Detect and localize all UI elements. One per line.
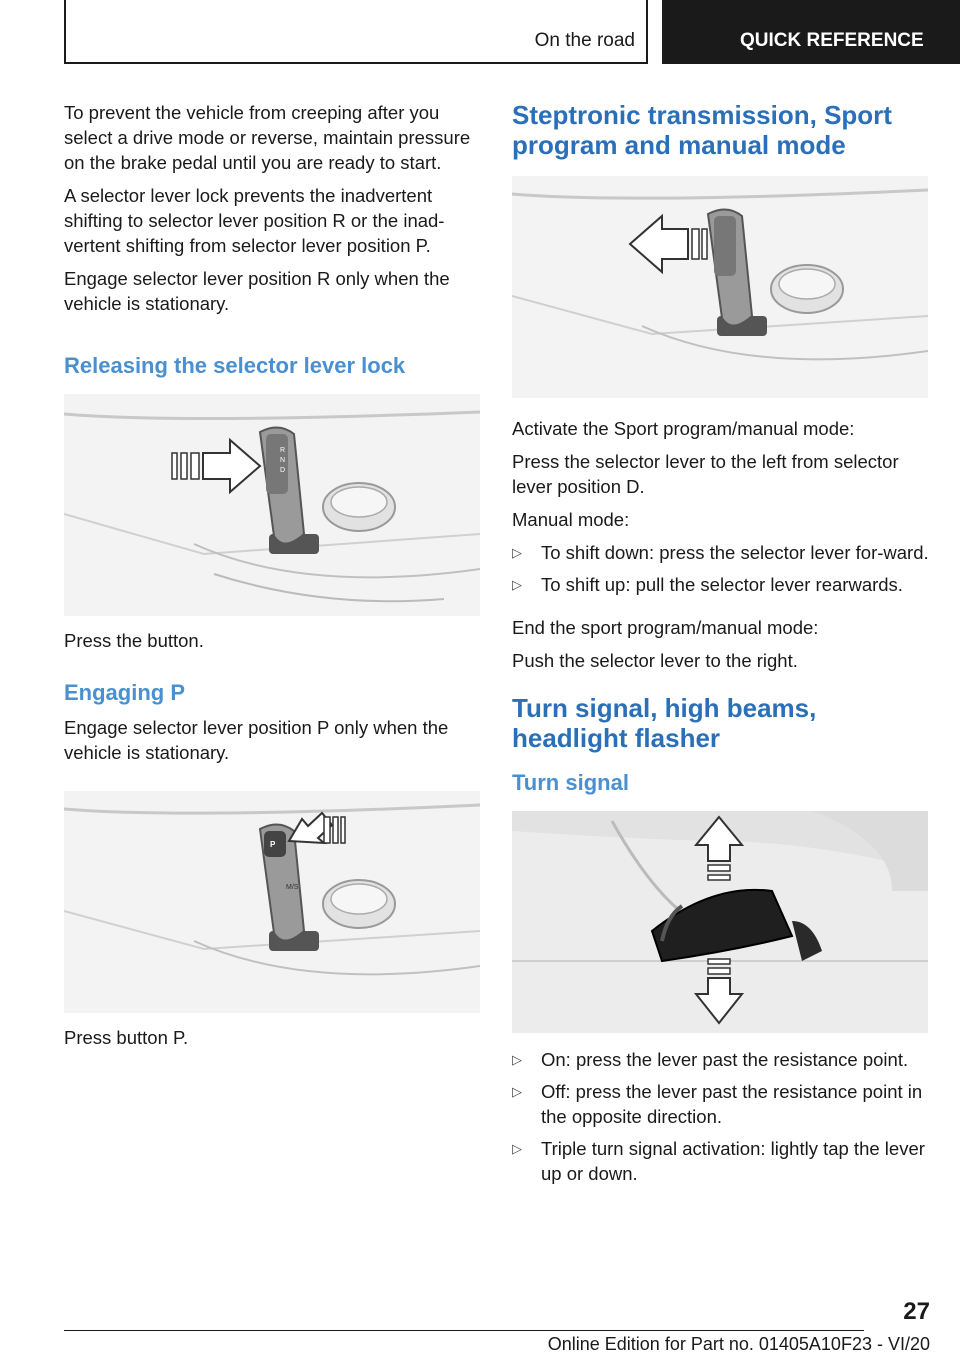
caption-press-button-p: Press button P. (64, 1027, 189, 1048)
figure-turn-signal (512, 811, 928, 1033)
heading-turn-signal: Turn signal (512, 770, 629, 795)
paragraph-activate-sport: Activate the Sport program/manual mode: (512, 418, 855, 439)
list-item: ▷ To shift down: press the selector lever for-ward. (512, 542, 929, 563)
gear-label-ms: M/S (286, 884, 299, 891)
triangle-bullet-icon: ▷ (512, 1052, 522, 1067)
footer-divider (64, 1330, 864, 1331)
turn-signal-list (512, 1047, 930, 1186)
header-section-title: On the road (534, 30, 635, 51)
paragraph-engage-p: Engage selector lever position P only when the vehicle is stationary. (64, 717, 449, 763)
figure-release-lock (64, 394, 480, 616)
gear-label-r: R (280, 447, 286, 454)
heading-steptronic: Steptronic transmission, Sport program and manual mode (512, 100, 892, 160)
page-number: 27 (903, 1298, 930, 1325)
paragraph-manual-mode: Manual mode: (512, 509, 630, 530)
paragraph-push-right: Push the selector lever to the right. (512, 650, 798, 671)
footer-edition: Online Edition for Part no. 01405A10F23 - VI/20 (547, 1334, 930, 1354)
triangle-bullet-icon: ▷ (512, 1141, 522, 1156)
triangle-bullet-icon: ▷ (512, 545, 522, 560)
heading-engaging-p: Engaging P (64, 680, 185, 705)
heading-turn-signal-section: Turn signal, high beams, headlight flasher (512, 693, 817, 753)
paragraph-end-sport: End the sport program/manual mode: (512, 617, 819, 638)
figure-steptronic (512, 176, 928, 398)
gear-label-n: N (280, 457, 286, 464)
gear-label-p: P (270, 840, 276, 849)
list-item: ▷ On: press the lever past the resistance point. (512, 1049, 909, 1070)
right-column (512, 100, 930, 1193)
paragraph-engage-r: Engage selector lever position R only when the vehicle is stationary. (64, 268, 450, 314)
paragraph-lever-lock: A selector lever lock prevents the inadvertent shifting to selector lever position R or the inad-vertent shifting from selector lever position P. (64, 185, 445, 256)
list-item: ▷ To shift up: pull the selector lever rearwards. (512, 574, 903, 595)
list-item: ▷ Off: press the lever past the resistance point in the opposite direction. (512, 1081, 923, 1127)
caption-press-button: Press the button. (64, 630, 204, 651)
manual-mode-list (512, 540, 930, 597)
triangle-bullet-icon: ▷ (512, 1084, 522, 1099)
gear-label-d: D (280, 467, 286, 474)
left-column (64, 100, 482, 1058)
triangle-bullet-icon: ▷ (512, 577, 522, 592)
list-item: ▷ Triple turn signal activation: lightly tap the lever up or down. (512, 1138, 925, 1184)
header-tab-quick-reference[interactable]: QUICK REFERENCE (662, 0, 960, 64)
heading-releasing-lock: Releasing the selector lever lock (64, 353, 406, 378)
figure-engage-p (64, 791, 480, 1013)
paragraph-press-left: Press the selector lever to the left from selector lever position D. (512, 451, 899, 497)
paragraph-creeping: To prevent the vehicle from creeping after you select a drive mode or reverse, maintain pressure on the brake pedal until you are ready to start. (64, 102, 471, 173)
